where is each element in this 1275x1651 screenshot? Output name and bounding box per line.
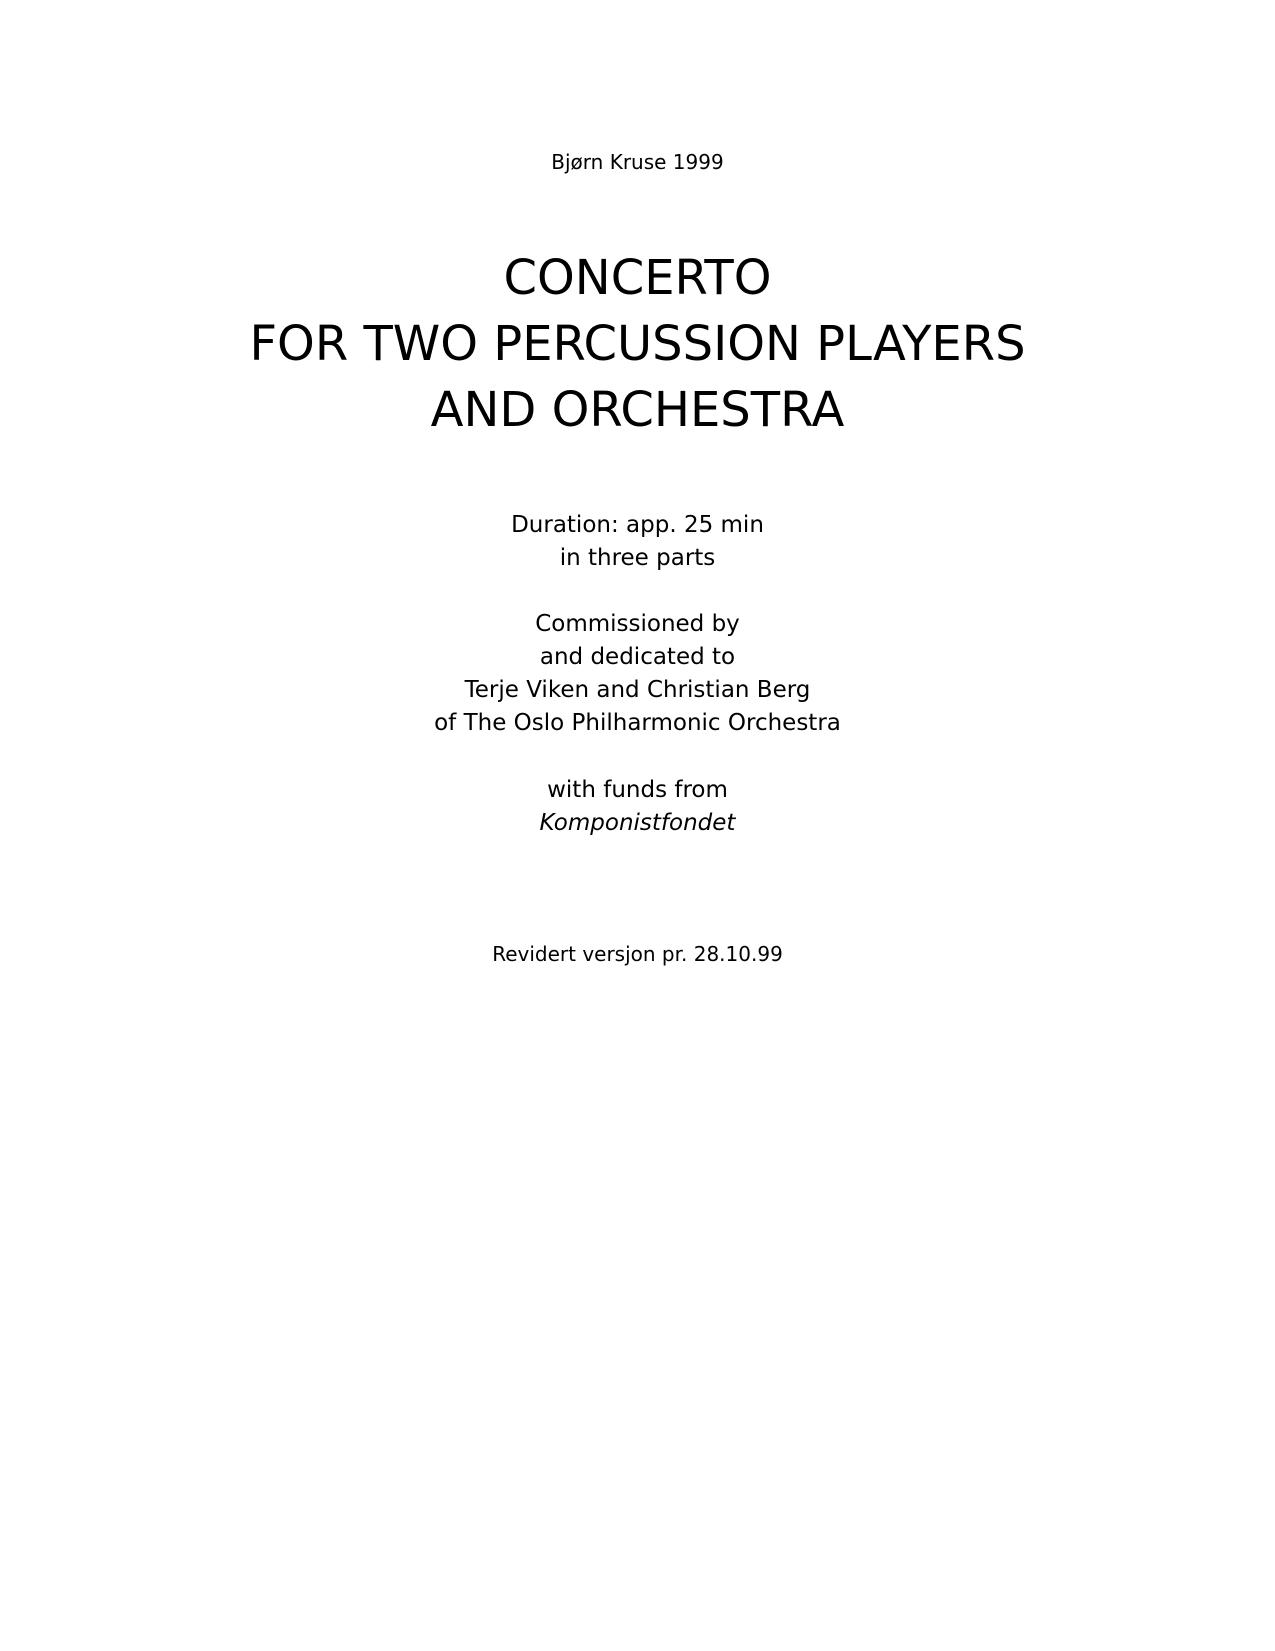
funds-text: with funds from bbox=[547, 777, 728, 803]
fund-name: Komponistfondet bbox=[539, 810, 736, 836]
orchestra-text: of The Oslo Philharmonic Orchestra bbox=[434, 710, 841, 736]
parts-text: in three parts bbox=[559, 545, 716, 571]
title-line-3: AND ORCHESTRA bbox=[430, 382, 845, 438]
duration-text: Duration: app. 25 min bbox=[511, 512, 764, 538]
dedicatees-text: Terje Viken and Christian Berg bbox=[464, 677, 811, 703]
revision-note: Revidert versjon pr. 28.10.99 bbox=[492, 942, 783, 966]
composer-and-year: Bjørn Kruse 1999 bbox=[551, 150, 724, 174]
title-line-1: CONCERTO bbox=[503, 250, 772, 306]
commissioned-text: Commissioned by bbox=[535, 611, 740, 637]
title-line-2: FOR TWO PERCUSSION PLAYERS bbox=[249, 316, 1026, 372]
dedicated-text: and dedicated to bbox=[539, 644, 736, 670]
